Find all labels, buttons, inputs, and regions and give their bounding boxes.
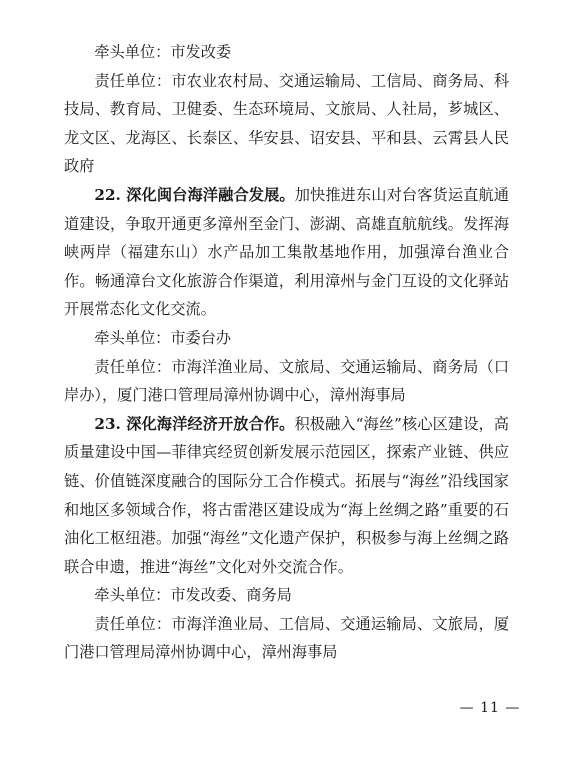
- paragraph-text: 责任单位：市海洋渔业局、工信局、交通运输局、文旅局，厦门港口管理局漳州协调中心，漳州海事局: [64, 614, 509, 662]
- paragraph-responsible-units-3: [64, 610, 509, 667]
- paragraph-item-23: [64, 410, 509, 582]
- paragraph-text: 责任单位：市农业农村局、交通运输局、工信局、商务局、科技局、教育局、卫健委、生态环境局、文旅局、人社局，芗城区、龙文区、龙海区、长泰区、华安县、诏安县、平和县、云霄县人民政府: [64, 71, 509, 176]
- paragraph-text: 责任单位：市海洋渔业局、文旅局、交通运输局、商务局（口岸办），厦门港口管理局漳州协调中心，漳州海事局: [64, 357, 509, 405]
- item-heading: 22. 深化闽台海洋融合发展。: [94, 185, 295, 204]
- paragraph-lead-unit-2: [64, 324, 509, 353]
- paragraph-text: 牵头单位：市委台办: [94, 328, 232, 347]
- paragraph-text: 加快推进东山对台客货运直航通道建设，争取开通更多漳州至金门、澎湖、高雄直航航线。发挥海峡两岸（福建东山）水产品加工集散基地作用，加强漳台渔业合作。畅通漳台文化旅游合作渠道，利用漳州与金门互设的文化驿站开展常态化文化交流。: [64, 185, 509, 319]
- paragraph-responsible-units-2: [64, 353, 509, 410]
- paragraph-lead-unit-3: [64, 581, 509, 610]
- document-body: [64, 38, 509, 667]
- paragraph-responsible-units-1: [64, 67, 509, 181]
- paragraph-text: 牵头单位：市发改委、商务局: [94, 586, 292, 605]
- page-number: — 11 —: [459, 700, 521, 716]
- paragraph-text: 积极融入“海丝”核心区建设，高质量建设中国—菲律宾经贸创新发展示范园区，探索产业链、供应链、价值链深度融合的国际分工合作模式。拓展与“海丝”沿线国家和地区多领域合作，将古雷港区建设成为“海上丝绸之路”重要的石油化工枢纽港。加强“海丝”文化遗产保护，积极参与海上丝绸之路联合申遗，推进“海丝”文化对外交流合作。: [64, 414, 509, 576]
- paragraph-text: 牵头单位：市发改委: [94, 43, 232, 61]
- item-heading: 23. 深化海洋经济开放合作。: [94, 414, 295, 433]
- paragraph-item-22: [64, 181, 509, 324]
- paragraph-lead-unit-1: [64, 38, 509, 67]
